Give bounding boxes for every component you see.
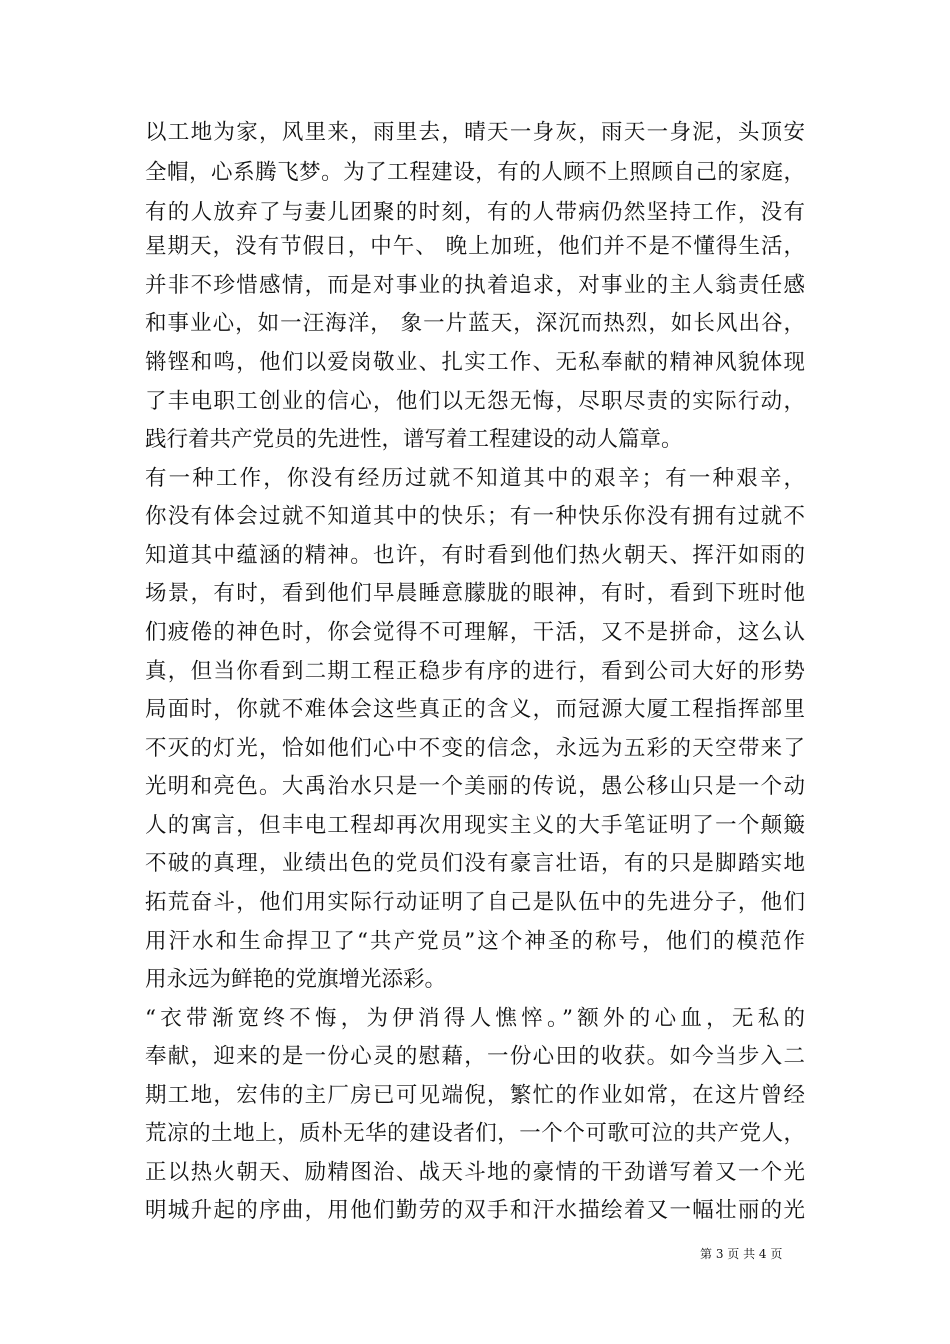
text-line: 期工地，宏伟的主厂房已可见端倪，繁忙的作业如常，在这片曾经: [145, 1083, 805, 1108]
text-line: 人的寓言，但丰电工程却再次用现实主义的大手笔证明了一个颠簸: [145, 813, 805, 838]
text-line: 并非不珍惜感情，而是对事业的执着追求，对事业的主人翁责任感: [145, 273, 805, 298]
text-line: 践行着共产党员的先进性，谱写着工程建设的动人篇章。: [145, 427, 683, 452]
text-line: 用汗水和生命捍卫了“共产党员”这个神圣的称号，他们的模范作: [145, 929, 805, 954]
text-line: 锵铿和鸣，他们以爱岗敬业、扎实工作、无私奉献的精神风貌体现: [145, 350, 805, 375]
text-line: 以工地为家，风里来，雨里去，晴天一身灰，雨天一身泥，头顶安: [145, 120, 805, 145]
text-line: 知道其中蕴涵的精神。也许，有时看到他们热火朝天、挥汗如雨的: [145, 543, 805, 568]
text-line: 你没有体会过就不知道其中的快乐；有一种快乐你没有拥有过就不: [145, 504, 805, 529]
text-line: 局面时，你就不难体会这些真正的含义，而冠源大厦工程指挥部里: [145, 697, 805, 722]
text-line: 有一种工作，你没有经历过就不知道其中的艰辛；有一种艰辛，: [145, 466, 805, 491]
text-line: 有的人放弃了与妻儿团聚的时刻，有的人带病仍然坚持工作，没有: [145, 200, 805, 225]
text-line: 荒凉的土地上，质朴无华的建设者们，一个个可歌可泣的共产党人，: [145, 1121, 805, 1146]
text-line: 光明和亮色。大禹治水只是一个美丽的传说，愚公移山只是一个动: [145, 774, 805, 799]
text-line: “衣带渐宽终不悔，为伊消得人憔悴。”额外的心血，无私的: [145, 1006, 805, 1031]
text-line: 真，但当你看到二期工程正稳步有序的进行，看到公司大好的形势: [145, 659, 805, 684]
text-line: 了丰电职工创业的信心，他们以无怨无悔，尽职尽责的实际行动，: [145, 389, 805, 414]
text-line: 不灭的灯光，恰如他们心中不变的信念，永远为五彩的天空带来了: [145, 736, 805, 761]
text-line: 不破的真理，业绩出色的党员们没有豪言壮语，有的只是脚踏实地: [145, 851, 805, 876]
text-line: 奉献，迎来的是一份心灵的慰藉，一份心田的收获。如今当步入二: [145, 1044, 805, 1069]
text-line: 星期天，没有节假日，中午、 晚上加班，他们并不是不懂得生活，: [145, 234, 805, 259]
text-line: 明城升起的序曲，用他们勤劳的双手和汗水描绘着又一幅壮丽的光: [145, 1198, 805, 1223]
text-line: 场景，有时，看到他们早晨睡意朦胧的眼神，有时，看到下班时他: [145, 581, 805, 606]
text-line: 拓荒奋斗，他们用实际行动证明了自己是队伍中的先进分子，他们: [145, 890, 805, 915]
page-number: 第 3 页 共 4 页: [700, 1247, 783, 1261]
text-line: 用永远为鲜艳的党旗增光添彩。: [145, 967, 447, 992]
text-line: 们疲倦的神色时，你会觉得不可理解，干活，又不是拼命，这么认: [145, 620, 805, 645]
text-line: 全帽，心系腾飞梦。为了工程建设，有的人顾不上照顾自己的家庭，: [145, 160, 805, 185]
text-line: 和事业心，如一汪海洋， 象一片蓝天，深沉而热烈，如长风出谷，: [145, 311, 805, 336]
text-line: 正以热火朝天、励精图治、战天斗地的豪情的干劲谱写着又一个光: [145, 1160, 805, 1185]
